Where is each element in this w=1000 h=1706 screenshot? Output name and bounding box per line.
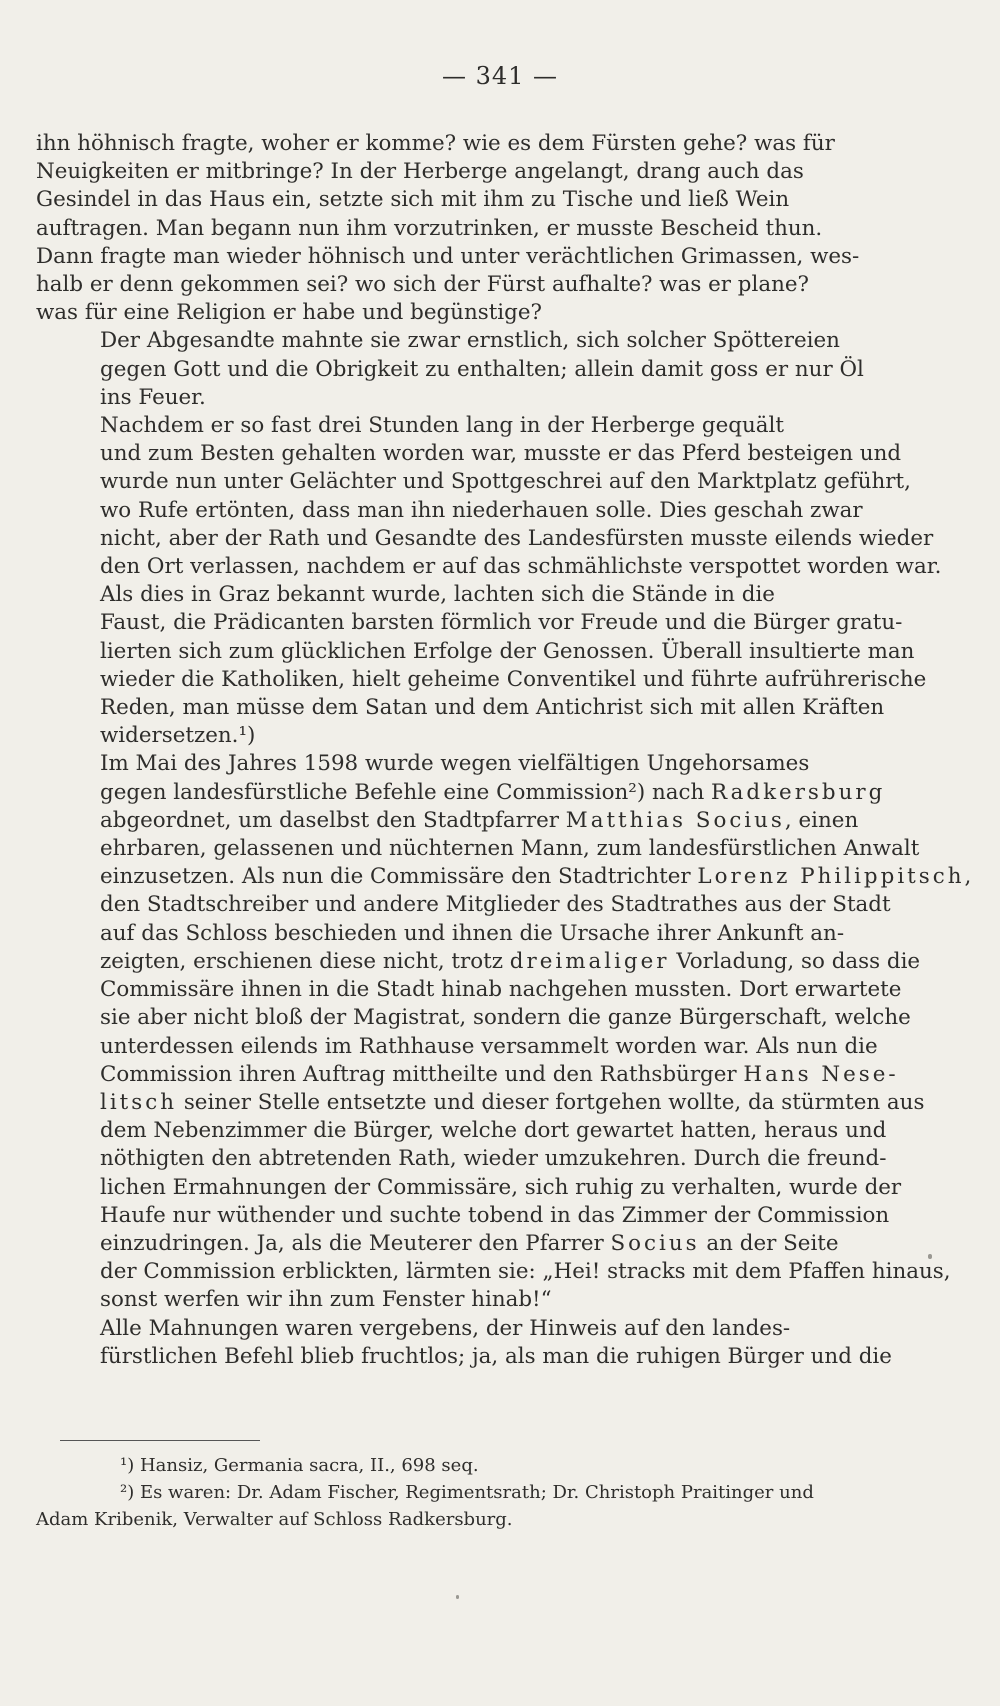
text-line: den Stadtschreiber und andere Mitglieder des Stadtrathes aus der Stadt xyxy=(100,892,891,918)
text-line xyxy=(36,807,878,835)
text-line: sonst werfen wir ihn zum Fenster hinab!“ xyxy=(100,1287,552,1313)
text-line: widersetzen.¹) xyxy=(100,723,256,749)
paragraph xyxy=(36,412,942,581)
text-line: Nachdem er so fast drei Stunden lang in der Herberge gequält xyxy=(100,413,784,439)
text-line: unterdessen eilends im Rathhause versammelt worden war. Als nun die xyxy=(100,1033,878,1059)
text-line: wo Rufe ertönten, dass man ihn niederhauen solle. Dies geschah zwar xyxy=(100,497,863,523)
text-line: nöthigten den abtretenden Rath, wieder umzukehren. Durch die freund- xyxy=(100,1146,887,1172)
text-line: Alle Mahnungen waren vergebens, der Hinweis auf den landes- xyxy=(100,1315,791,1341)
text-line xyxy=(36,1230,878,1258)
text-line: auf das Schloss beschieden und ihnen die Ursache ihrer Ankunft an- xyxy=(100,920,845,946)
text-line: Im Mai des Jahres 1598 wurde wegen vielfältigen Ungehorsames xyxy=(100,751,810,777)
text-line: Reden, man müsse dem Satan und dem Antichrist sich mit allen Kräften xyxy=(100,695,885,721)
text-line: sie aber nicht bloß der Magistrat, sondern die ganze Bürgerschaft, welche xyxy=(100,1005,911,1031)
text-line: Als dies in Graz bekannt wurde, lachten sich die Stände in die xyxy=(100,582,775,608)
text-line: auftragen. Man begann nun ihm vorzutrinken, er musste Bescheid thun. xyxy=(36,215,823,241)
text-line: lichen Ermahnungen der Commissäre, sich ruhig zu verhalten, wurde der xyxy=(100,1174,902,1200)
paragraph-group xyxy=(36,130,942,750)
footnotes xyxy=(36,1452,878,1533)
text-segment: seiner Stelle entsetzte und dieser fortgehen wollte, da stürmten aus xyxy=(177,1089,925,1115)
text-line: Der Abgesandte mahnte sie zwar ernstlich, sich solcher Spöttereien xyxy=(100,328,840,354)
text-segment: zeigten, erschienen diese nicht, trotz xyxy=(100,948,510,974)
text-line xyxy=(36,863,972,891)
spaced-word: dreimaliger xyxy=(509,948,670,974)
text-line: Gesindel in das Haus ein, setzte sich mit ihm zu Tische und ließ Wein xyxy=(36,187,790,213)
text-segment: einzudringen. Ja, als die Meuterer den Pfarrer xyxy=(100,1230,611,1256)
paragraph xyxy=(36,581,927,750)
text-line xyxy=(36,948,921,976)
spaced-name: Matthias Socius xyxy=(565,807,785,833)
spaced-name: Hans Nese- xyxy=(743,1061,899,1087)
spaced-name: litsch xyxy=(100,1089,178,1115)
text-line: ihn höhnisch fragte, woher er komme? wie es dem Fürsten gehe? was für xyxy=(36,131,835,156)
text-segment: Commission ihren Auftrag mittheilte und den Rathsbürger xyxy=(100,1061,744,1087)
footnote-2-line-2: Adam Kribenik, Verwalter auf Schloss Radkersburg. xyxy=(36,1509,513,1530)
main-text xyxy=(36,130,972,1371)
text-segment: , xyxy=(964,864,972,890)
text-line: gegen Gott und die Obrigkeit zu enthalten; allein damit goss er nur Öl xyxy=(100,356,864,382)
text-line: was für eine Religion er habe und begünstige? xyxy=(36,300,542,326)
text-segment: abgeordnet, um daselbst den Stadtpfarrer xyxy=(100,807,566,833)
text-line: Haufe nur wüthender und suchte tobend in das Zimmer der Commission xyxy=(100,1202,890,1228)
text-segment: an der Seite xyxy=(699,1230,839,1256)
spaced-name: Lorenz Philippitsch xyxy=(697,864,965,890)
text-line: halb er denn gekommen sei? wo sich der Fürst aufhalte? was er plane? xyxy=(36,272,809,298)
text-line xyxy=(36,1089,925,1117)
text-line: Dann fragte man wieder höhnisch und unter verächtlichen Grimassen, wes- xyxy=(36,243,860,269)
paragraph xyxy=(36,130,878,327)
text-line: den Ort verlassen, nachdem er auf das schmählichste verspottet worden war. xyxy=(100,554,942,580)
text-line: der Commission erblickten, lärmten sie: „Hei! stracks mit dem Pfaffen hinaus, xyxy=(100,1259,951,1285)
text-line xyxy=(36,1061,899,1089)
text-segment: gegen landesfürstliche Befehle eine Commission²) nach xyxy=(100,779,712,805)
text-line: und zum Besten gehalten worden war, musste er das Pferd besteigen und xyxy=(100,441,902,467)
text-line: wurde nun unter Gelächter und Spottgeschrei auf den Marktplatz geführt, xyxy=(100,469,911,495)
paragraph-final xyxy=(36,1315,892,1371)
text-line: fürstlichen Befehl blieb fruchtlos; ja, als man die ruhigen Bürger und die xyxy=(100,1343,892,1369)
text-line: ehrbaren, gelassenen und nüchternen Mann, zum landesfürstlichen Anwalt xyxy=(100,836,920,862)
paragraph xyxy=(36,327,878,412)
footnote-1: ¹) Hansiz, Germania sacra, II., 698 seq. xyxy=(120,1455,479,1476)
text-line xyxy=(36,779,886,807)
page-number: — 341 — xyxy=(441,62,559,90)
text-line: Faust, die Prädicanten barsten förmlich vor Freude und die Bürger gratu- xyxy=(100,610,903,636)
text-line: ins Feuer. xyxy=(100,384,206,410)
text-line: nicht, aber der Rath und Gesandte des Landesfürsten musste eilends wieder xyxy=(100,525,934,551)
text-line: dem Nebenzimmer die Bürger, welche dort gewartet hatten, heraus und xyxy=(100,1118,887,1144)
spaced-name: Radkersburg xyxy=(711,779,886,805)
paragraph-radkersburg xyxy=(36,750,972,1314)
text-line: lierten sich zum glücklichen Erfolge der Genossen. Überall insultierte man xyxy=(100,638,915,664)
footnote-divider xyxy=(60,1440,260,1441)
text-line: Neuigkeiten er mitbringe? In der Herberge angelangt, drang auch das xyxy=(36,159,804,185)
spaced-name: Socius xyxy=(610,1230,700,1256)
text-segment: , einen xyxy=(784,807,859,833)
footnote-2-line-1: ²) Es waren: Dr. Adam Fischer, Regimentsrath; Dr. Christoph Praitinger und xyxy=(120,1482,814,1503)
text-line: Commissäre ihnen in die Stadt hinab nachgehen mussten. Dort erwartete xyxy=(100,977,902,1003)
paper-speck xyxy=(456,1595,459,1599)
text-line: wieder die Katholiken, hielt geheime Conventikel und führte aufrührerische xyxy=(100,666,927,692)
paper-speck xyxy=(928,1254,932,1259)
text-segment: einzusetzen. Als nun die Commissäre den Stadtrichter xyxy=(100,864,698,890)
text-segment: Vorladung, so dass die xyxy=(669,948,921,974)
